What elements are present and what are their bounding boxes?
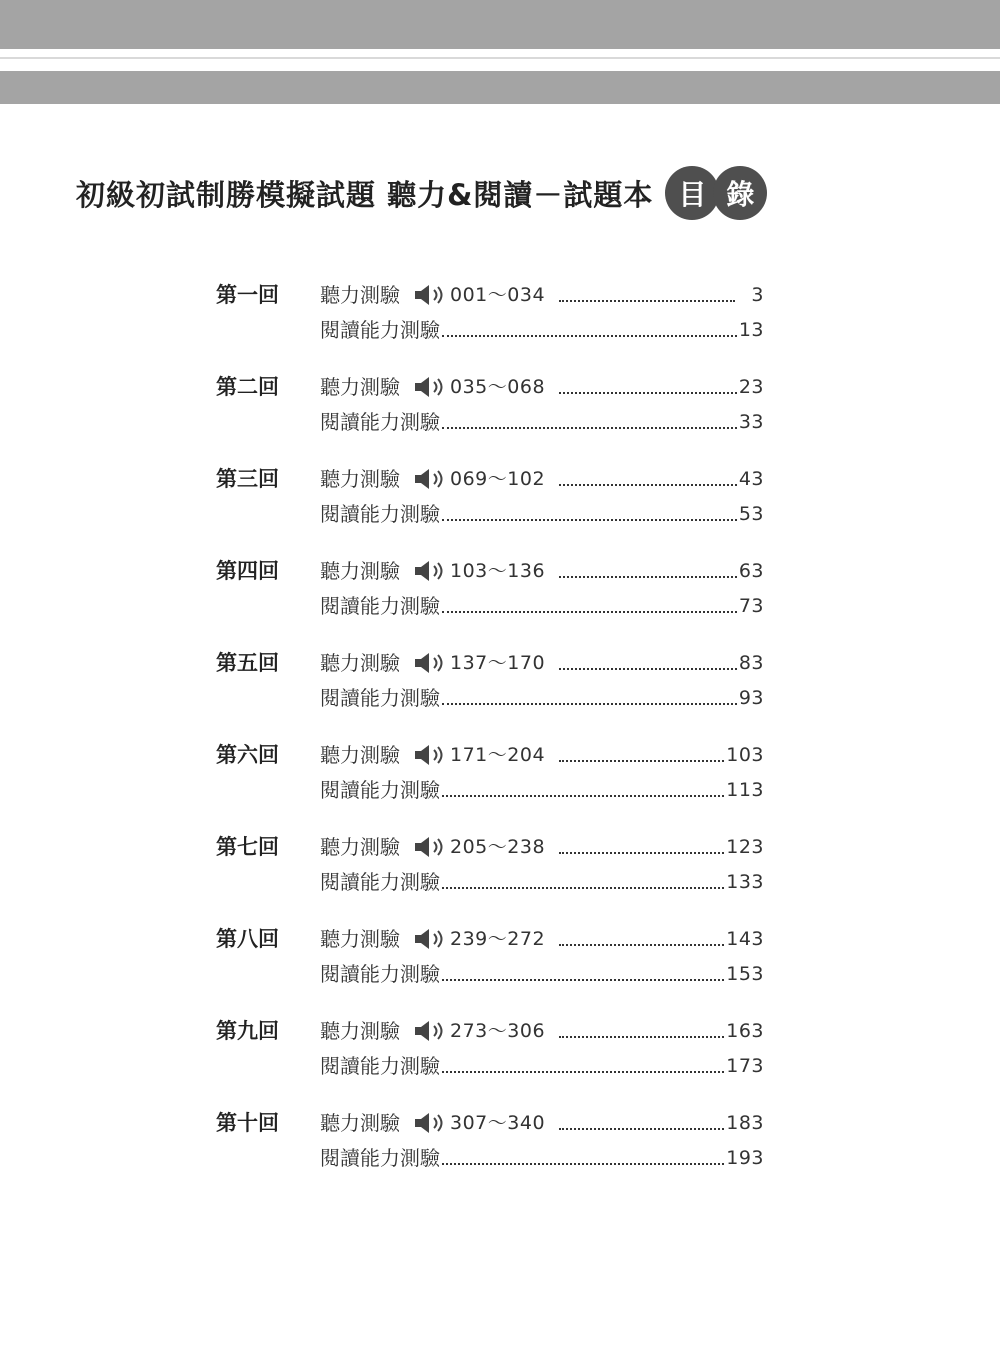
reading-page-number: 73 [738,595,764,617]
audio-track-range: 307～340 [450,1112,546,1134]
top-gray-band [0,0,1000,49]
page-title: 初級初試制勝模擬試題 聽力&閱讀－試題本 [76,177,654,212]
listening-page-number: 183 [726,1112,764,1134]
dot-leader [559,1128,724,1130]
toc-section [0,648,1000,718]
toc-section [0,740,1000,810]
reading-label: 閱讀能力測驗 [320,870,440,894]
listening-label: 聽力測驗 [320,651,400,675]
speaker-icon [414,652,446,674]
speaker-icon [414,1020,446,1042]
round-label: 第九回 [216,1019,279,1043]
dot-leader [442,1071,724,1073]
round-label: 第一回 [216,283,279,307]
listening-label: 聽力測驗 [320,467,400,491]
speaker-icon [414,376,446,398]
dot-leader [559,852,724,854]
dot-leader [442,335,737,337]
dot-leader [442,1163,724,1165]
reading-page-number: 113 [726,779,764,801]
listening-label: 聽力測驗 [320,375,400,399]
toc-badge-char-2: 錄 [713,166,767,220]
toc-section [0,832,1000,902]
round-label: 第十回 [216,1111,279,1135]
header-gray-band [0,71,1000,104]
dot-leader [442,611,737,613]
dot-leader [559,760,724,762]
listening-page-number: 123 [726,836,764,858]
reading-entry[interactable] [320,867,764,897]
toc-section [0,1016,1000,1086]
reading-label: 閱讀能力測驗 [320,1054,440,1078]
audio-track-range: 103～136 [450,560,546,582]
dot-leader [442,979,724,981]
reading-entry[interactable] [320,407,764,437]
reading-entry[interactable] [320,315,764,345]
audio-track-range: 205～238 [450,836,546,858]
toc-section [0,924,1000,994]
listening-entry[interactable] [320,740,764,770]
dot-leader [442,703,737,705]
reading-entry[interactable] [320,499,764,529]
dot-leader [559,1036,724,1038]
listening-entry[interactable] [320,372,764,402]
round-label: 第七回 [216,835,279,859]
listening-entry[interactable] [320,280,764,310]
round-label: 第六回 [216,743,279,767]
reading-entry[interactable] [320,1143,764,1173]
audio-track-range: 239～272 [450,928,546,950]
listening-entry[interactable] [320,464,764,494]
listening-entry[interactable] [320,556,764,586]
listening-page-number: 3 [751,284,764,306]
reading-label: 閱讀能力測驗 [320,686,440,710]
speaker-icon [414,560,446,582]
reading-page-number: 33 [738,411,764,433]
speaker-icon [414,284,446,306]
listening-entry[interactable] [320,1016,764,1046]
dot-leader [559,576,737,578]
listening-page-number: 23 [738,376,764,398]
dot-leader [442,795,724,797]
page-title-row [76,168,767,218]
audio-track-range: 171～204 [450,744,546,766]
reading-entry[interactable] [320,683,764,713]
reading-label: 閱讀能力測驗 [320,1146,440,1170]
top-divider-line [0,57,1000,59]
round-label: 第四回 [216,559,279,583]
dot-leader [559,944,724,946]
reading-page-number: 53 [738,503,764,525]
reading-page-number: 93 [738,687,764,709]
audio-track-range: 001～034 [450,284,546,306]
audio-track-range: 035～068 [450,376,546,398]
speaker-icon [414,836,446,858]
round-label: 第五回 [216,651,279,675]
reading-page-number: 133 [726,871,764,893]
listening-label: 聽力測驗 [320,559,400,583]
reading-page-number: 173 [726,1055,764,1077]
audio-track-range: 137～170 [450,652,546,674]
dot-leader [442,887,724,889]
toc-section [0,372,1000,442]
listening-label: 聽力測驗 [320,835,400,859]
audio-track-range: 069～102 [450,468,546,490]
reading-entry[interactable] [320,775,764,805]
audio-track-range: 273～306 [450,1020,546,1042]
listening-page-number: 143 [726,928,764,950]
reading-label: 閱讀能力測驗 [320,410,440,434]
reading-label: 閱讀能力測驗 [320,778,440,802]
round-label: 第八回 [216,927,279,951]
reading-page-number: 153 [726,963,764,985]
speaker-icon [414,928,446,950]
toc-badge [665,166,767,220]
reading-label: 閱讀能力測驗 [320,594,440,618]
listening-page-number: 83 [738,652,764,674]
dot-leader [442,427,737,429]
dot-leader [559,300,735,302]
round-label: 第三回 [216,467,279,491]
reading-entry[interactable] [320,1051,764,1081]
toc-section [0,464,1000,534]
reading-label: 閱讀能力測驗 [320,962,440,986]
toc-badge-char-1: 目 [665,166,719,220]
listening-label: 聽力測驗 [320,1019,400,1043]
toc-section [0,556,1000,626]
listening-entry[interactable] [320,832,764,862]
reading-entry[interactable] [320,591,764,621]
reading-page-number: 13 [738,319,764,341]
dot-leader [559,668,737,670]
listening-label: 聽力測驗 [320,283,400,307]
speaker-icon [414,1112,446,1134]
speaker-icon [414,468,446,490]
reading-page-number: 193 [726,1147,764,1169]
listening-label: 聽力測驗 [320,1111,400,1135]
dot-leader [559,392,737,394]
toc-section [0,1108,1000,1178]
listening-entry[interactable] [320,648,764,678]
toc-section [0,280,1000,350]
listening-page-number: 43 [738,468,764,490]
dot-leader [559,484,737,486]
listening-label: 聽力測驗 [320,927,400,951]
listening-page-number: 163 [726,1020,764,1042]
reading-label: 閱讀能力測驗 [320,318,440,342]
reading-label: 閱讀能力測驗 [320,502,440,526]
listening-entry[interactable] [320,1108,764,1138]
reading-entry[interactable] [320,959,764,989]
dot-leader [442,519,737,521]
listening-label: 聽力測驗 [320,743,400,767]
speaker-icon [414,744,446,766]
listening-entry[interactable] [320,924,764,954]
listening-page-number: 63 [738,560,764,582]
listening-page-number: 103 [726,744,764,766]
round-label: 第二回 [216,375,279,399]
